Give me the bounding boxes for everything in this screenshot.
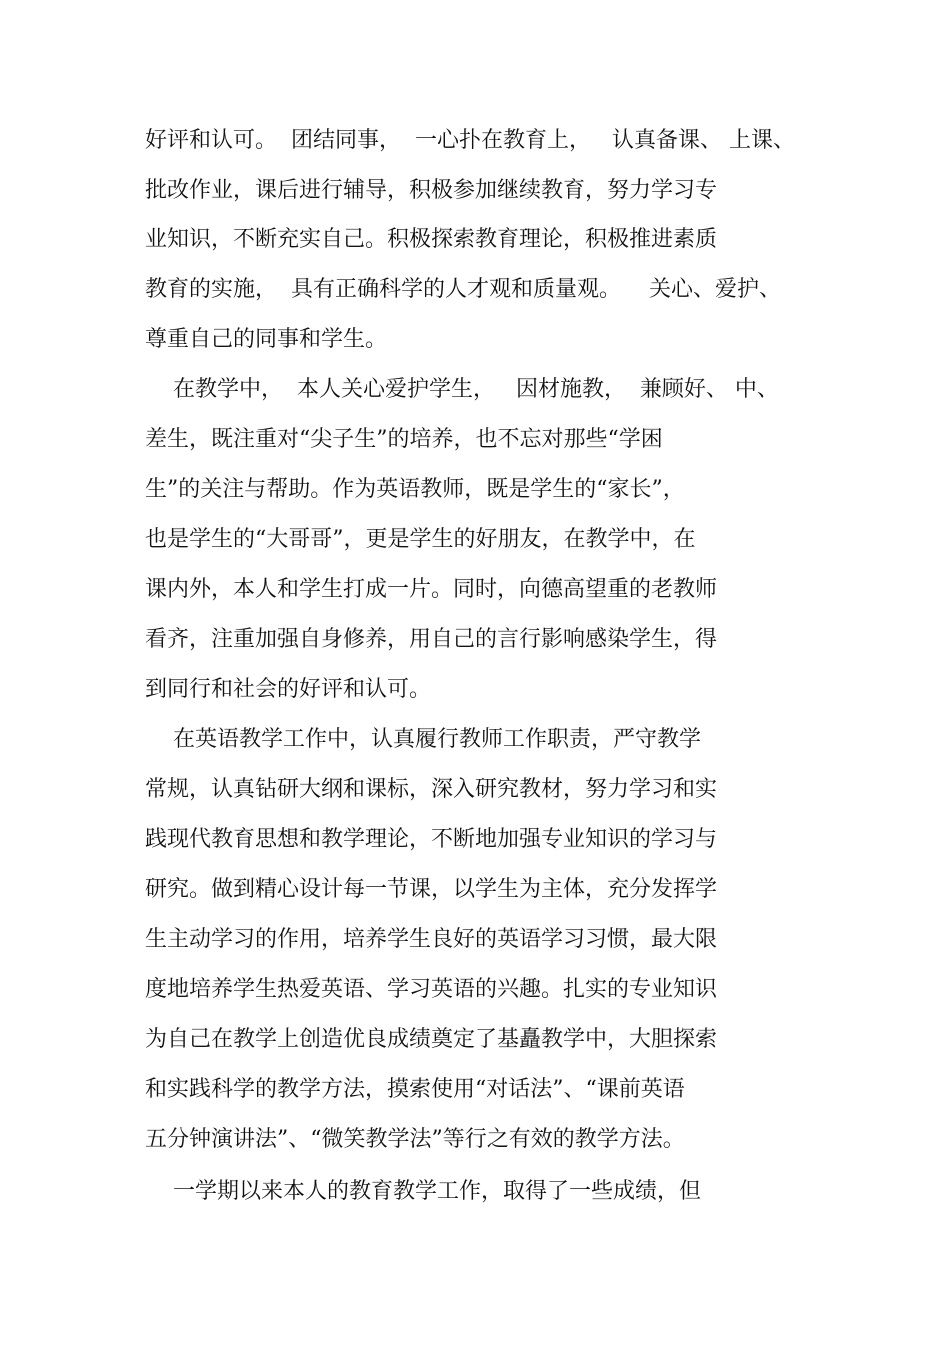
text-line: 践现代教育思想和教学理论，不断地加强专业知识的学习与 <box>145 827 718 852</box>
text-line: 常规，认真钻研大纲和课标，深入研究教材，努力学习和实 <box>145 777 718 802</box>
text-line: 为自己在教学上创造优良成绩奠定了基矗教学中，大胆探索 <box>145 1027 718 1052</box>
text-line: 五分钟演讲法”、“微笑教学法”等行之有效的教学方法。 <box>145 1127 685 1152</box>
text-line: 在教学中， 本人关心爱护学生， 因材施教， 兼顾好、 中、 <box>145 377 779 402</box>
text-line: 研究。做到精心设计每一节课，以学生为主体，充分发挥学 <box>145 877 718 902</box>
text-line: 看齐，注重加强自身修养，用自己的言行影响感染学生，得 <box>145 627 718 652</box>
text-line: 教育的实施， 具有正确科学的人才观和质量观。 关心、爱护、 <box>145 277 781 302</box>
text-line: 课内外，本人和学生打成一片。同时，向德高望重的老教师 <box>145 577 718 602</box>
text-line: 好评和认可。 团结同事， 一心扑在教育上， 认真备课、 上课、 <box>145 128 795 153</box>
text-line: 一学期以来本人的教育教学工作，取得了一些成绩，但 <box>145 1179 701 1204</box>
text-line: 批改作业，课后进行辅导，积极参加继续教育，努力学习专 <box>145 178 718 203</box>
text-line: 度地培养学生热爱英语、学习英语的兴趣。扎实的专业知识 <box>145 977 718 1002</box>
text-line: 生”的关注与帮助。作为英语教师，既是学生的“家长”， <box>145 477 685 502</box>
text-line: 和实践科学的教学方法，摸索使用“对话法”、“课前英语 <box>145 1077 685 1102</box>
text-line: 生主动学习的作用，培养学生良好的英语学习习惯，最大限 <box>145 927 718 952</box>
text-line: 尊重自己的同事和学生。 <box>145 327 388 352</box>
text-line: 到同行和社会的好评和认可。 <box>145 677 432 702</box>
text-line: 差生，既注重对“尖子生”的培养，也不忘对那些“学困 <box>145 427 663 452</box>
text-line: 业知识，不断充实自己。积极探索教育理论，积极推进素质 <box>145 227 718 252</box>
text-line: 在英语教学工作中，认真履行教师工作职责，严守教学 <box>145 727 701 752</box>
text-line: 也是学生的“大哥哥”，更是学生的好朋友，在教学中，在 <box>145 527 696 552</box>
